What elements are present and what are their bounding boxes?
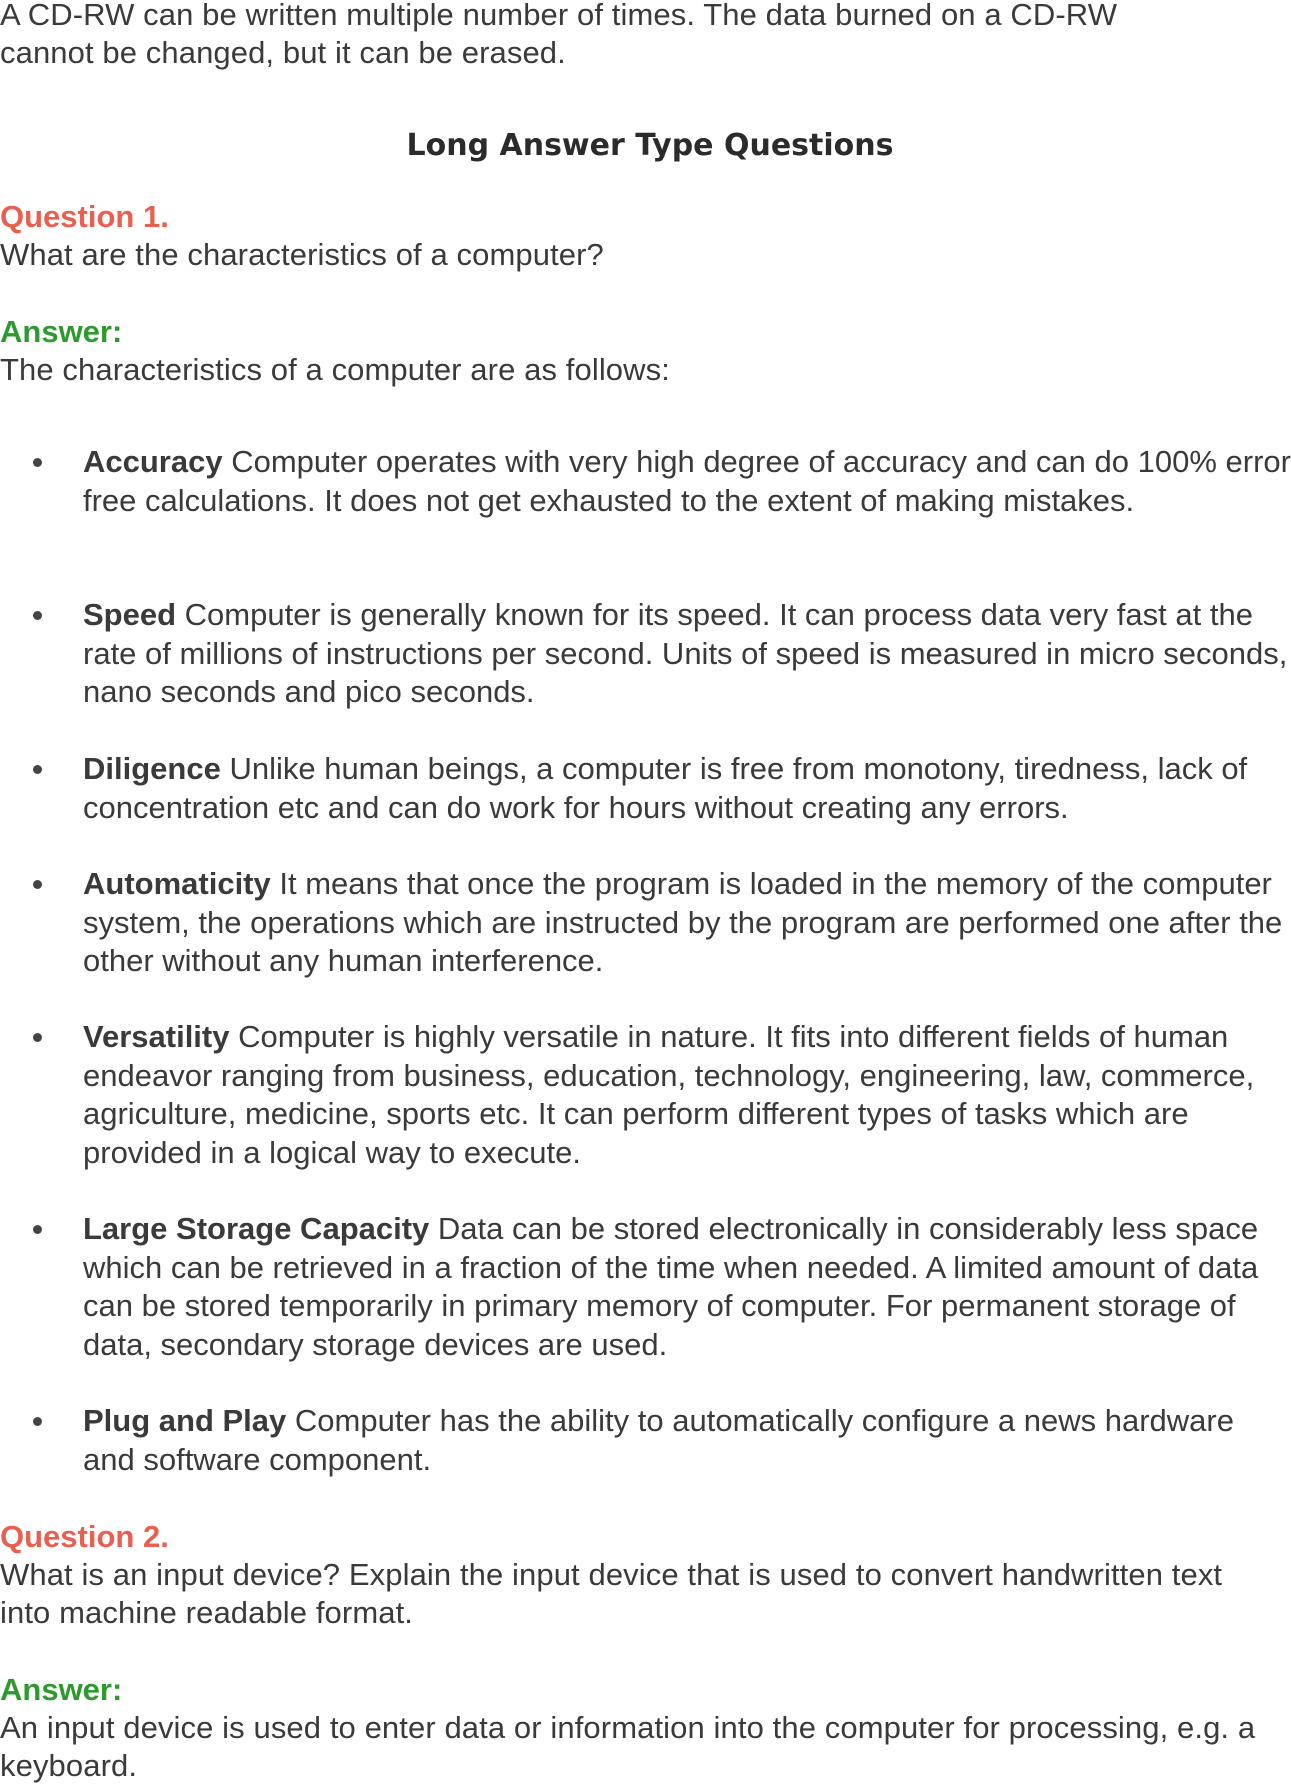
item-description: Computer has the ability to automatically configure a news hardware and software component. [83, 1403, 1234, 1477]
question-text: What are the characteristics of a computer? [0, 237, 604, 272]
item-term: Accuracy [83, 444, 223, 479]
question-text: What is an input device? Explain the input device that is used to convert handwritten text into machine readable format. [0, 1557, 1223, 1630]
item-term: Large Storage Capacity [83, 1211, 430, 1246]
bullet-icon [33, 611, 42, 620]
item-description: It means that once the program is loaded in the memory of the computer system, the operations which are instructed by the program are performed one after the other without any human interference. [83, 866, 1283, 978]
item-description: Computer is generally known for its speed. It can process data very fast at the rate of millions of instructions per second. Units of speed is measured in micro seconds, nano seconds and pico seconds. [83, 597, 1288, 709]
answer-intro: The characteristics of a computer are as follows: [0, 352, 670, 387]
item-description: Data can be stored electronically in considerably less space which can be retrieved in a fraction of the time when needed. A limited amount of data can be stored temporarily in primary memory of computer. For permanent storage of data, secondary storage devices are used. [83, 1211, 1259, 1362]
section-heading: Long Answer Type Questions [406, 128, 894, 163]
question-1-block [0, 198, 1291, 274]
intro-text: A CD-RW can be written multiple number of times. The data burned on a CD-RW cannot be changed, but it can be erased. [0, 0, 1118, 70]
question-2-block [0, 1518, 1291, 1632]
bullet-icon [33, 880, 42, 889]
item-term: Diligence [83, 751, 221, 786]
bullet-icon [33, 1417, 42, 1426]
answer-2-block [0, 1671, 1291, 1785]
bullet-icon [33, 765, 42, 774]
item-term: Speed [83, 597, 177, 632]
answer-label: Answer: [0, 1672, 123, 1707]
item-description: Unlike human beings, a computer is free from monotony, tiredness, lack of concentration etc and can do work for hours without creating any errors. [83, 751, 1248, 825]
bullet-icon [33, 1225, 42, 1234]
item-term: Automaticity [83, 866, 271, 901]
answer-text: An input device is used to enter data or information into the computer for processing, e.g. a keyboard. [0, 1710, 1256, 1783]
bullet-icon [33, 458, 42, 467]
question-label: Question 1. [0, 199, 169, 234]
answer-label: Answer: [0, 314, 123, 349]
bullet-icon [33, 1033, 42, 1042]
item-term: Plug and Play [83, 1403, 287, 1438]
item-description: Computer is highly versatile in nature. It fits into different fields of human endeavor ranging from business, education, technology, engineering, law, commerce, agriculture, medicine, sports etc. It can perform different types of tasks which are provided in a logical way to execute. [83, 1019, 1255, 1170]
intro-paragraph [0, 0, 1291, 72]
item-term: Versatility [83, 1019, 230, 1054]
item-description: Computer operates with very high degree of accuracy and can do 100% error free calculations. It does not get exhausted to the extent of making mistakes. [83, 444, 1291, 518]
answer-1-block [0, 313, 1291, 389]
question-label: Question 2. [0, 1519, 169, 1554]
